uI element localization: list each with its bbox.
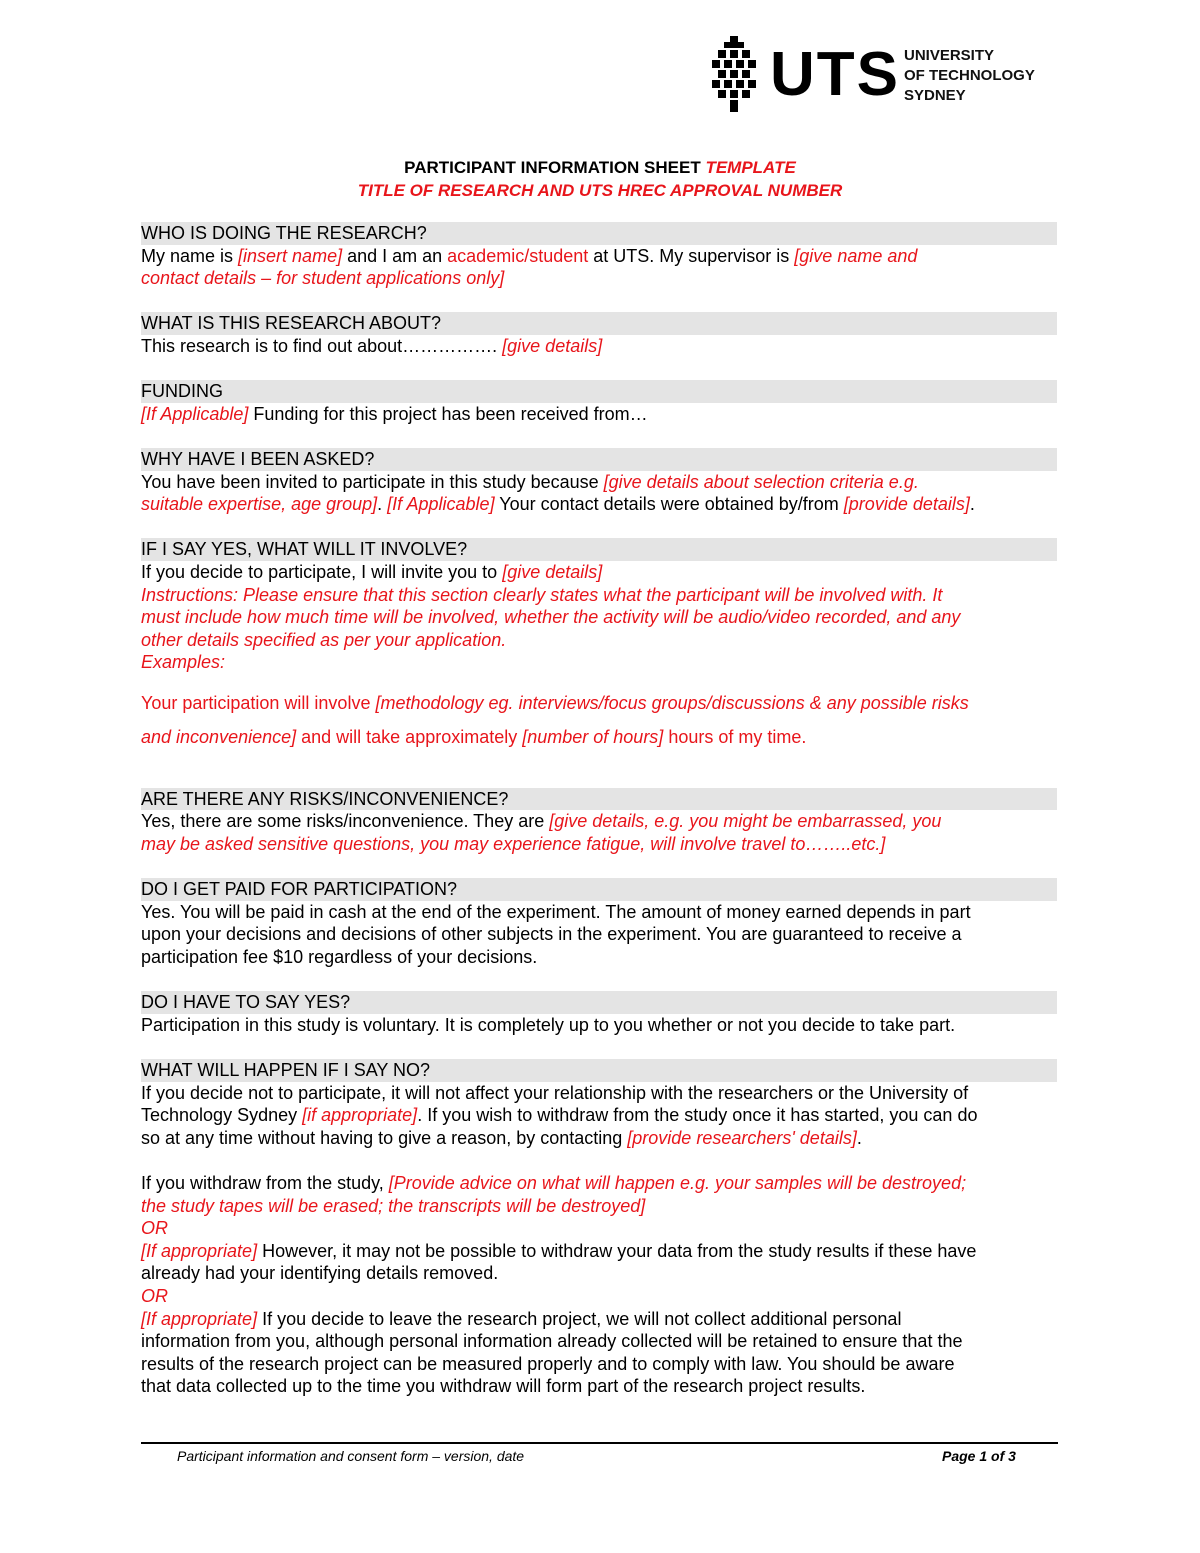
- text-run: upon your decisions and decisions of other subjects in the experiment. You are guaranteed to receive a: [141, 924, 962, 945]
- placeholder-text: [If Applicable]: [387, 494, 495, 515]
- text-run: .: [377, 494, 388, 515]
- placeholder-text: [methodology eg. interviews/focus groups/discussions & any possible risks: [375, 692, 969, 713]
- university-name-line1: UNIVERSITY: [904, 47, 995, 64]
- section-heading-risks: ARE THERE ANY RISKS/INCONVENIENCE?: [141, 788, 1057, 811]
- placeholder-text: [give name and: [794, 245, 918, 266]
- title-main: PARTICIPANT INFORMATION SHEET: [404, 158, 701, 177]
- text-run: Yes. You will be paid in cash at the end of the experiment. The amount of money earned depends in part: [141, 901, 971, 922]
- placeholder-text: [If appropriate]: [141, 1240, 258, 1261]
- section-text-funding: [141, 403, 1061, 426]
- text-run: so at any time without having to give a reason, by contacting: [141, 1127, 628, 1148]
- placeholder-text: contact details – for student applications only]: [141, 268, 505, 289]
- placeholder-text: [If appropriate]: [141, 1308, 258, 1329]
- text-run: that data collected up to the time you withdraw will form part of the research project results.: [141, 1376, 866, 1397]
- example-text: [141, 686, 1061, 754]
- section-heading-say-yes: DO I HAVE TO SAY YES?: [141, 991, 1057, 1014]
- section-heading-paid: DO I GET PAID FOR PARTICIPATION?: [141, 878, 1057, 901]
- placeholder-text: academic/student: [447, 245, 589, 266]
- footer-left: Participant information and consent form – version, date: [177, 1448, 525, 1464]
- uts-logo: [710, 36, 1040, 112]
- document-title: [0, 158, 1200, 178]
- section-heading-say-no: WHAT WILL HAPPEN IF I SAY NO?: [141, 1059, 1057, 1082]
- university-name-line2: OF TECHNOLOGY: [904, 67, 1035, 84]
- placeholder-text: [number of hours]: [522, 726, 664, 747]
- title-template-word: TEMPLATE: [705, 158, 796, 177]
- page-number: Page 1 of 3: [942, 1448, 1016, 1464]
- withdraw-text: [141, 1172, 1061, 1398]
- text-run: at UTS. My supervisor is: [588, 245, 795, 266]
- text-run: hours of my time.: [663, 726, 807, 747]
- section-text-involve: [141, 561, 1061, 674]
- or-separator: OR: [141, 1218, 168, 1239]
- placeholder-text: [give details about selection criteria e.g.: [603, 471, 919, 492]
- text-run: If you decide to participate, I will invite you to: [141, 561, 503, 582]
- section-heading-who: WHO IS DOING THE RESEARCH?: [141, 222, 1057, 245]
- placeholder-text: [if appropriate]: [302, 1105, 418, 1126]
- uts-wordmark: UTS: [770, 40, 900, 109]
- text-run: This research is to find out about…………….: [141, 335, 503, 356]
- text-run: results of the research project can be measured properly and to comply with law. You should be aware: [141, 1353, 955, 1374]
- text-run: Yes, there are some risks/inconvenience. They are: [141, 811, 550, 832]
- footer-rule: [141, 1442, 1058, 1444]
- section-heading-involve: IF I SAY YES, WHAT WILL IT INVOLVE?: [141, 538, 1057, 561]
- document-body: [141, 222, 1061, 1398]
- text-run: You have been invited to participate in this study because: [141, 471, 604, 492]
- placeholder-text: [give details]: [502, 561, 603, 582]
- text-run: If you withdraw from the study,: [141, 1172, 389, 1193]
- text-run: Funding for this project has been received from…: [248, 403, 648, 424]
- text-run: If you decide not to participate, it will not affect your relationship with the researchers or the University of: [141, 1082, 969, 1103]
- section-heading-funding: FUNDING: [141, 380, 1057, 403]
- text-run: and will take approximately: [296, 726, 523, 747]
- university-name: [904, 46, 1035, 106]
- placeholder-text: suitable expertise, age group]: [141, 494, 378, 515]
- university-name-line3: SYDNEY: [904, 87, 966, 104]
- or-separator: OR: [141, 1285, 168, 1306]
- text-run: Your participation will involve: [141, 692, 376, 713]
- placeholder-text: [If Applicable]: [141, 403, 249, 424]
- section-text-say-yes: Participation in this study is voluntary. It is completely up to you whether or not you decide to take part.: [141, 1014, 956, 1035]
- instruction-text: Instructions: Please ensure that this section clearly states what the participant will be involved with. It: [141, 584, 943, 605]
- text-run: Technology Sydney: [141, 1105, 303, 1126]
- document-subtitle: TITLE OF RESEARCH AND UTS HREC APPROVAL NUMBER: [357, 181, 843, 200]
- text-run: already had your identifying details removed.: [141, 1263, 499, 1284]
- text-run: However, it may not be possible to withdraw your data from the study results if these have: [257, 1240, 977, 1261]
- placeholder-text: [give details]: [502, 335, 603, 356]
- text-run: .: [856, 1127, 862, 1148]
- placeholder-text: and inconvenience]: [141, 726, 297, 747]
- placeholder-text: [insert name]: [238, 245, 343, 266]
- placeholder-text: [Provide advice on what will happen e.g. your samples will be destroyed;: [388, 1172, 967, 1193]
- section-text-who: [141, 245, 1061, 290]
- section-text-risks: [141, 810, 1061, 855]
- section-heading-about: WHAT IS THIS RESEARCH ABOUT?: [141, 312, 1057, 335]
- text-run: and I am an: [342, 245, 448, 266]
- text-run: If you decide to leave the research project, we will not collect additional personal: [257, 1308, 902, 1329]
- placeholder-text: [provide researchers' details]: [627, 1127, 857, 1148]
- text-run: .: [969, 494, 975, 515]
- placeholder-text: the study tapes will be erased; the transcripts will be destroyed]: [141, 1195, 646, 1216]
- section-text-why: [141, 471, 1061, 516]
- text-run: Your contact details were obtained by/from: [494, 494, 844, 515]
- section-text-say-no: [141, 1082, 1061, 1150]
- text-run: . If you wish to withdraw from the study once it has started, you can do: [417, 1105, 978, 1126]
- instruction-text: Examples:: [141, 652, 226, 673]
- text-run: My name is: [141, 245, 239, 266]
- text-run: participation fee $10 regardless of your decisions.: [141, 947, 538, 968]
- instruction-text: must include how much time will be involved, whether the activity will be audio/video recorded, and any: [141, 607, 961, 628]
- placeholder-text: [give details, e.g. you might be embarrassed, you: [549, 811, 942, 832]
- section-text-paid: [141, 901, 1061, 969]
- section-text-about: [141, 335, 1061, 358]
- text-run: information from you, although personal information already collected will be retained to ensure that the: [141, 1331, 963, 1352]
- placeholder-text: may be asked sensitive questions, you may experience fatigue, will involve travel to……..etc.]: [141, 834, 886, 855]
- section-heading-why: WHY HAVE I BEEN ASKED?: [141, 448, 1057, 471]
- instruction-text: other details specified as per your application.: [141, 629, 507, 650]
- placeholder-text: [provide details]: [843, 494, 970, 515]
- uts-crest-icon: [710, 36, 758, 112]
